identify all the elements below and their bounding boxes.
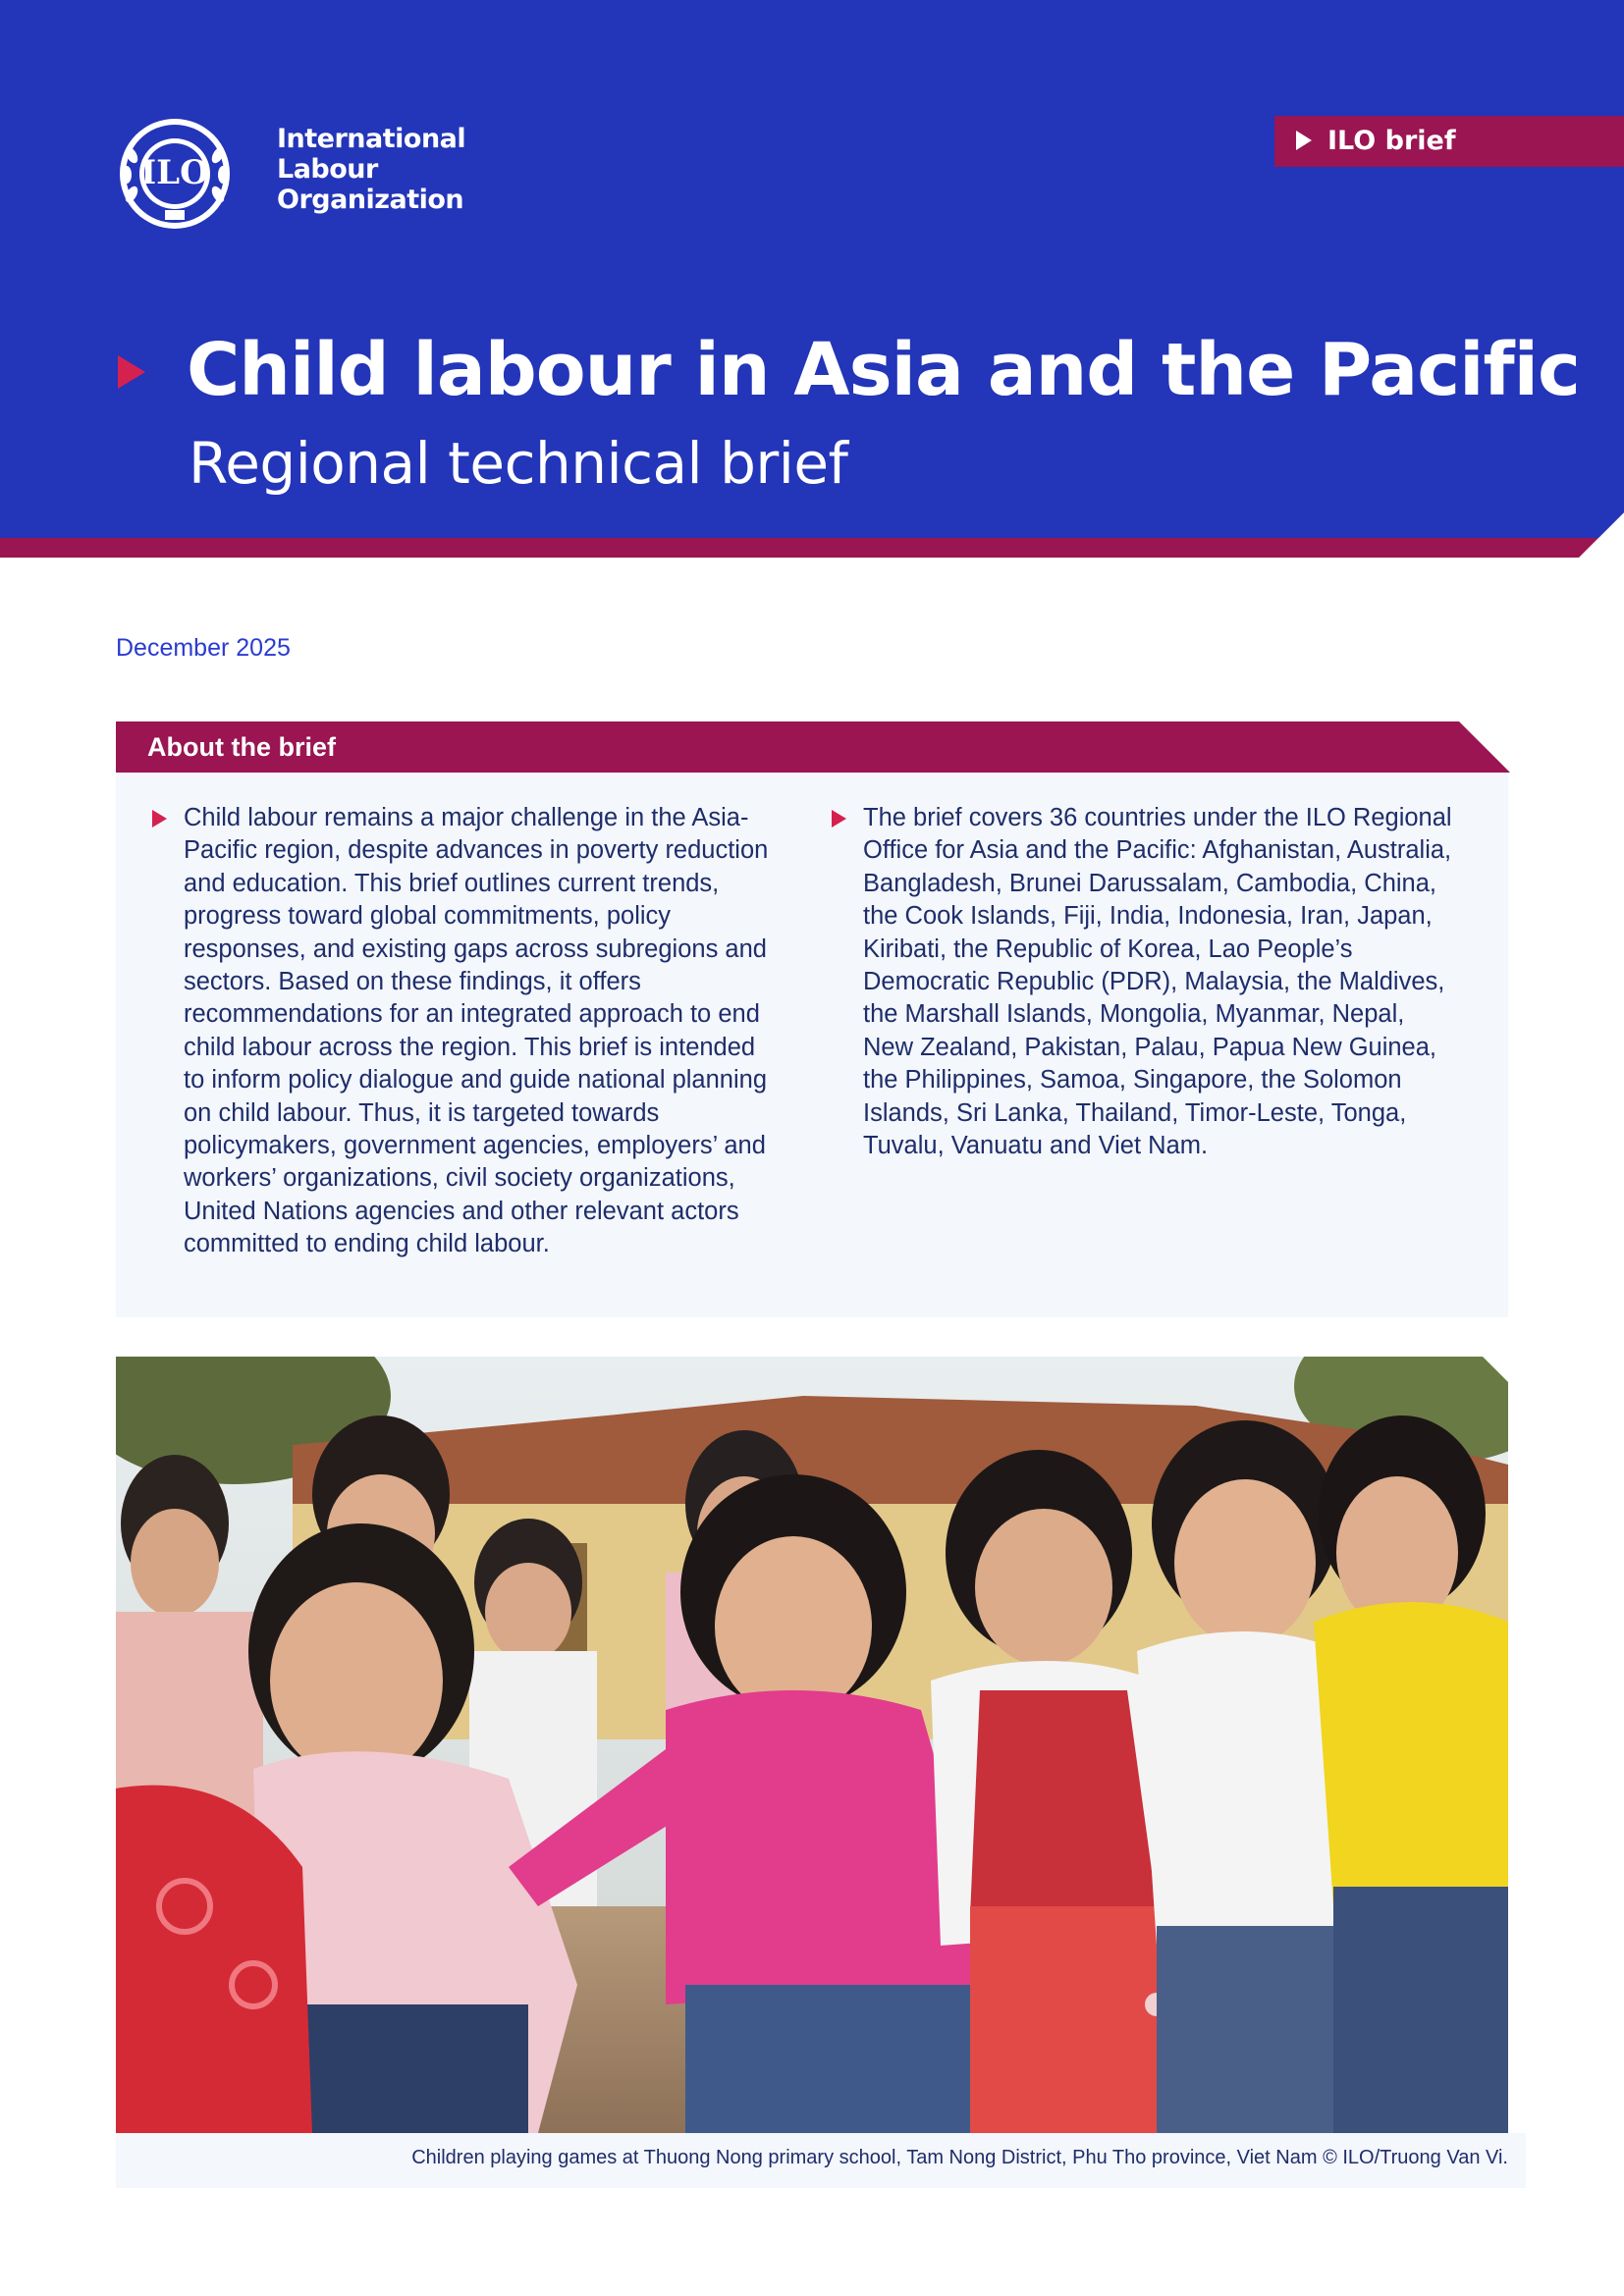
cover-photo [116, 1357, 1508, 2133]
cover-header [0, 0, 1624, 558]
organization-name-line1: International [277, 124, 466, 154]
organization-name-line2: Labour [277, 154, 378, 185]
about-panel [116, 773, 1508, 1317]
play-triangle-icon [1296, 131, 1312, 150]
bullet-triangle-icon [832, 810, 846, 828]
ilo-logo [116, 116, 234, 232]
logo-lettering: ILO [140, 153, 209, 192]
bullet-triangle-icon [152, 810, 167, 828]
about-left-paragraph: Child labour remains a major challenge in the Asia-Pacific region, despite advances in poverty reduction and education. This brief outlines current trends, progress toward global commitments, policy responses, and existing gaps across subregions and sectors. Based on these findings, it offers recommendations for an integrated approach to end child labour across the region. This brief is intended to inform policy dialogue and guide national planning on child labour. Thus, it is targeted towards policymakers, government agencies, employers’ and workers’ organizations, civil society organizations, United Nations agencies and other relevant actors committed to ending child labour. [184, 804, 769, 1258]
ilo-brief-label: ILO brief [1327, 126, 1456, 156]
about-right-paragraph: The brief covers 36 countries under the ILO Regional Office for Asia and the Pacific: Afghanistan, Australia, Bangladesh, Brunei Darussalam, Cambodia, China, the Cook Islands, Fiji, India, Indonesia, Iran, Japan, Kiribati, the Republic of Korea, Lao People’s Democratic Republic (PDR), Malaysia, the Maldives, the Marshall Islands, Mongolia, Myanmar, Nepal, New Zealand, Pakistan, Palau, Papua New Guinea, the Philippines, Samoa, Singapore, the Solomon Islands, Sri Lanka, Thailand, Timor-Leste, Tonga, Tuvalu, Vanuatu and Viet Nam. [863, 804, 1452, 1160]
ilo-brief-tag [1274, 116, 1624, 167]
about-heading: About the brief [147, 732, 336, 762]
about-right-column [863, 802, 1452, 1162]
about-heading-bar [116, 721, 1510, 773]
children-playing-illustration [116, 1357, 1508, 2133]
photo-caption: Children playing games at Thuong Nong primary school, Tam Nong District, Phu Tho province, Viet Nam © ILO/Truong Van Vi. [411, 2147, 1508, 2168]
photo-caption-box [116, 2133, 1526, 2188]
page-title: Child labour in Asia and the Pacific [187, 328, 1580, 412]
publication-date: December 2025 [116, 634, 291, 662]
title-triangle-icon [118, 355, 145, 389]
organization-name-line3: Organization [277, 185, 464, 215]
about-left-column [184, 802, 773, 1261]
organization-name [277, 124, 465, 215]
page-subtitle: Regional technical brief [189, 430, 848, 497]
